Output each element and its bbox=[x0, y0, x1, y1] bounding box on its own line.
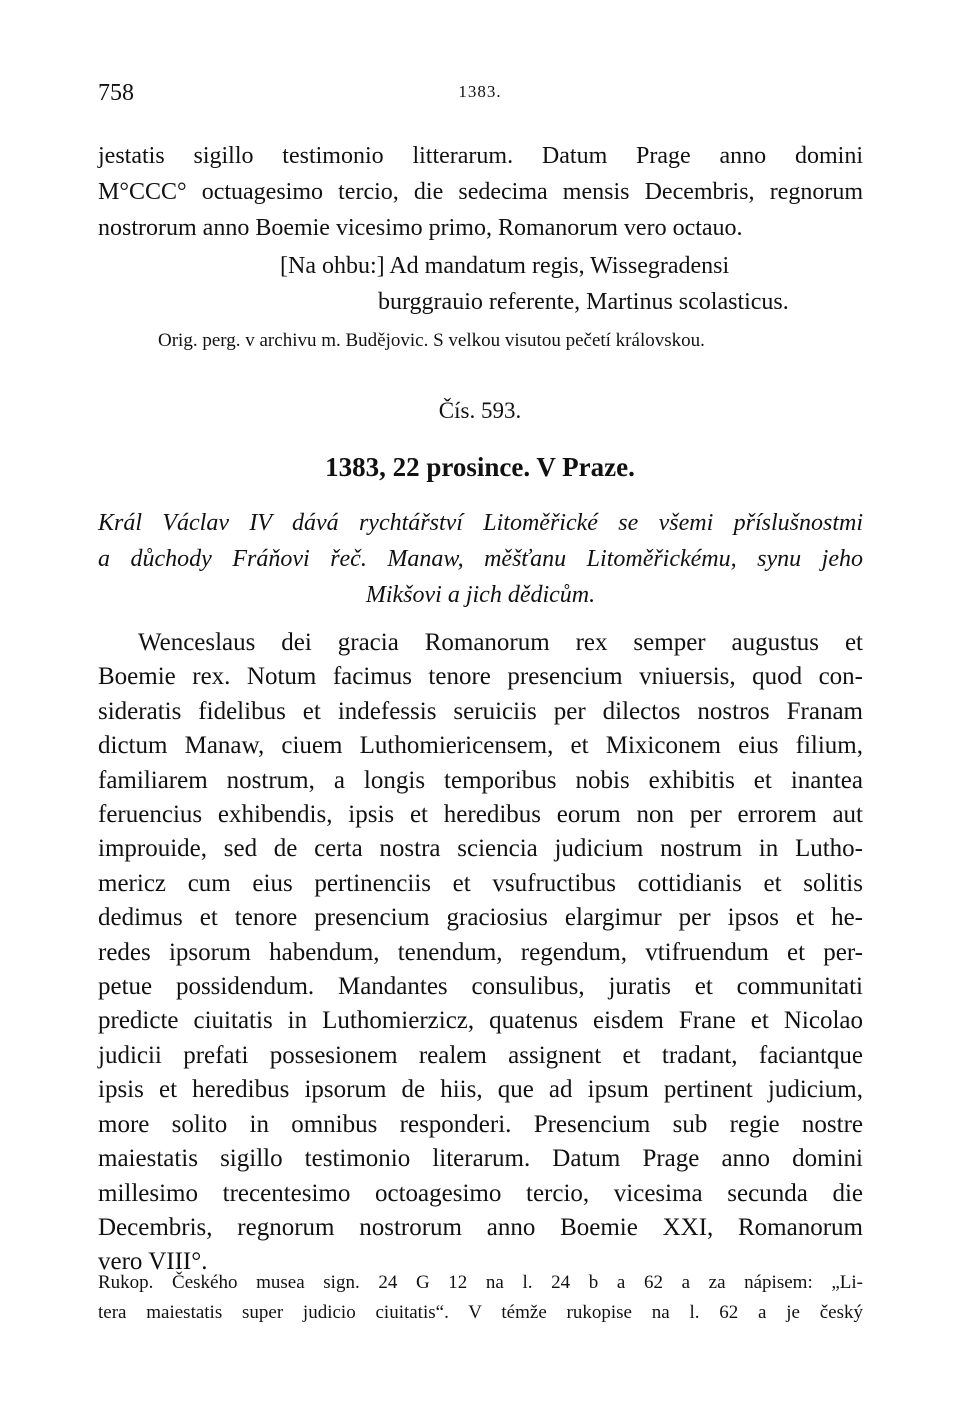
page-number: 758 bbox=[98, 80, 134, 106]
charter-line: dedimus et tenore presencium graciosius elargimur per ipsos et he- bbox=[98, 904, 863, 932]
charter-line: feruencius exhibendis, ipsis et heredibus eorum non per errorem aut bbox=[98, 801, 863, 829]
summary-line: Král Václav IV dává rychtářství Litoměřické se všemi příslušnostmi bbox=[98, 510, 863, 536]
charter-text bbox=[98, 626, 863, 1280]
page-header bbox=[98, 80, 862, 120]
text-line: M°CCC° octuagesimo tercio, die sedecima mensis Decembris, regnorum bbox=[98, 179, 863, 205]
charter-line: redes ipsorum habendum, tenendum, regendum, vtifruendum et per- bbox=[98, 938, 863, 966]
source-note: Orig. perg. v archivu m. Budějovic. S velkou visutou pečetí královskou. bbox=[158, 330, 705, 351]
charter-line: dictum Manaw, ciuem Luthomiericensem, et Mixiconem eius filium, bbox=[98, 732, 863, 760]
charter-line: vero VIII°. bbox=[98, 1248, 208, 1276]
charter-line: millesimo trecentesimo octoagesimo tercio, vicesima secunda die bbox=[98, 1179, 863, 1207]
chancery-note bbox=[280, 248, 840, 320]
summary-line: a důchody Fráňovi řeč. Manaw, měšťanu Litoměřickému, synu jeho bbox=[98, 546, 863, 572]
charter-line: ipsis et heredibus ipsorum de hiis, que ad ipsum pertinent judicium, bbox=[98, 1076, 863, 1104]
charter-line: maiestatis sigillo testimonio literarum. Datum Prage anno domini bbox=[98, 1145, 863, 1173]
charter-line: sideratis fidelibus et indefessis seruiciis per dilectos nostros Franam bbox=[98, 697, 863, 725]
text-line: jestatis sigillo testimonio litterarum. Datum Prage anno domini bbox=[98, 143, 863, 169]
charter-line: mericz cum eius pertinenciis et vsufructibus cottidianis et solitis bbox=[98, 869, 863, 897]
manuscript-note-line: Rukop. Českého musea sign. 24 G 12 na l. 24 b a 62 a za nápisem: „Li- bbox=[98, 1272, 863, 1293]
charter-line: Decembris, regnorum nostrorum anno Boemie XXI, Romanorum bbox=[98, 1213, 863, 1241]
charter-line: petue possidendum. Mandantes consulibus, juratis et communitati bbox=[98, 973, 863, 1001]
running-head-year: 1383. bbox=[458, 82, 502, 101]
charter-line: predicte ciuitatis in Luthomierzicz, quatenus eisdem Frane et Nicolao bbox=[98, 1007, 863, 1035]
document-summary bbox=[98, 505, 863, 613]
charter-line: Wenceslaus dei gracia Romanorum rex semper augustus et bbox=[138, 629, 863, 656]
charter-line: Boemie rex. Notum facimus tenore presencium vniuersis, quod con- bbox=[98, 663, 863, 691]
text-line: nostrorum anno Boemie vicesimo primo, Romanorum vero octauo. bbox=[98, 215, 743, 241]
previous-document-ending bbox=[98, 138, 863, 246]
charter-line: improuide, sed de certa nostra sciencia judicium nostrum in Lutho- bbox=[98, 835, 863, 863]
manuscript-note bbox=[98, 1268, 863, 1328]
chancery-note-line: [Na ohbu:] Ad mandatum regis, Wissegradensi bbox=[280, 253, 730, 279]
charter-line: judicii prefati possesionem realem assignent et tradant, faciantque bbox=[98, 1041, 863, 1069]
charter-line: more solito in omnibus responderi. Presencium sub regie nostre bbox=[98, 1110, 863, 1138]
charter-line: familiarem nostrum, a longis temporibus nobis exhibitis et inantea bbox=[98, 766, 863, 794]
summary-line: Mikšovi a jich dědicům. bbox=[365, 582, 596, 608]
chancery-note-line: burggrauio referente, Martinus scolasticus. bbox=[378, 289, 789, 315]
document-number: Čís. 593. bbox=[438, 398, 522, 423]
document-date-heading: 1383, 22 prosince. V Praze. bbox=[325, 452, 635, 482]
manuscript-note-line: tera maiestatis super judicio ciuitatis“. V témže rukopise na l. 62 a je český bbox=[98, 1302, 863, 1323]
